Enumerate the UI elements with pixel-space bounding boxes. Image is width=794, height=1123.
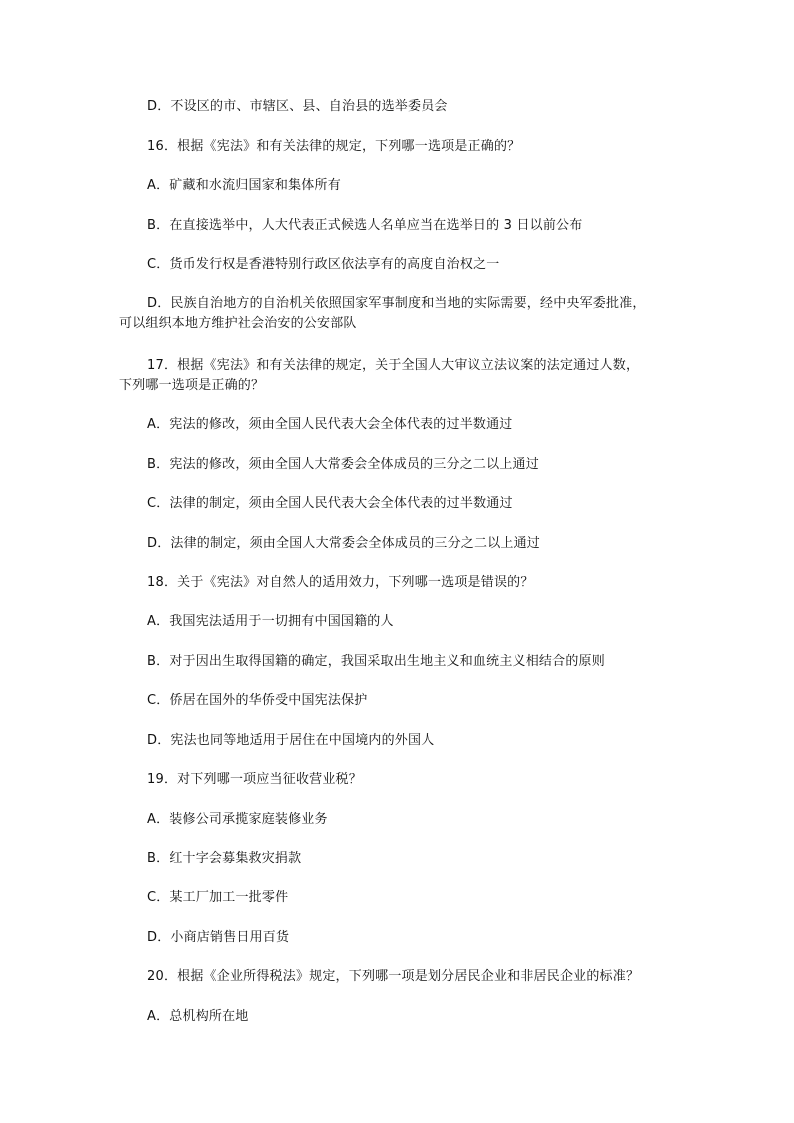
- option-18-a: A．我国宪法适用于一切拥有中国国籍的人: [147, 614, 394, 629]
- option-19-b: B．红十字会募集救灾捐款: [147, 851, 302, 866]
- option-18-d: D．宪法也同等地适用于居住在中国境内的外国人: [147, 733, 435, 748]
- option-16-a: A．矿藏和水流归国家和集体所有: [147, 178, 341, 193]
- option-18-b: B．对于因出生取得国籍的确定，我国采取出生地主义和血统主义相结合的原则: [147, 654, 605, 669]
- question-17: 17．根据《宪法》和有关法律的规定，关于全国人大审议立法议案的法定通过人数，: [147, 358, 640, 373]
- option-19-a: A．装修公司承揽家庭装修业务: [147, 812, 328, 827]
- option-16-d-continued: 可以组织本地方维护社会治安的公安部队: [119, 316, 357, 331]
- question-20: 20．根据《企业所得税法》规定，下列哪一项是划分居民企业和非居民企业的标准？: [147, 969, 640, 984]
- question-16: 16．根据《宪法》和有关法律的规定，下列哪一选项是正确的？: [147, 139, 521, 154]
- question-17-continued: 下列哪一选项是正确的？: [119, 378, 265, 393]
- option-19-c: C．某工厂加工一批零件: [147, 890, 289, 905]
- option-17-b: B．宪法的修改，须由全国人大常委会全体成员的三分之二以上通过: [147, 457, 539, 472]
- option-16-b: B．在直接选举中，人大代表正式候选人名单应当在选举日的 3 日以前公布: [147, 218, 583, 233]
- option-17-a: A．宪法的修改，须由全国人民代表大会全体代表的过半数通过: [147, 417, 513, 432]
- option-18-c: C．侨居在国外的华侨受中国宪法保护: [147, 693, 368, 708]
- option-19-d: D．小商店销售日用百货: [147, 930, 290, 945]
- option-15-d: D．不设区的市、市辖区、县、自治县的选举委员会: [147, 99, 448, 114]
- question-18: 18．关于《宪法》对自然人的适用效力，下列哪一选项是错误的？: [147, 575, 534, 590]
- option-20-a: A．总机构所在地: [147, 1009, 249, 1024]
- option-17-d: D．法律的制定，须由全国人大常委会全体成员的三分之二以上通过: [147, 536, 541, 551]
- option-16-d: D．民族自治地方的自治机关依照国家军事制度和当地的实际需要，经中央军委批准，: [147, 296, 646, 311]
- question-19: 19．对下列哪一项应当征收营业税？: [147, 772, 362, 787]
- option-16-c: C．货币发行权是香港特别行政区依法享有的高度自治权之一: [147, 257, 500, 272]
- option-17-c: C．法律的制定，须由全国人民代表大会全体代表的过半数通过: [147, 496, 513, 511]
